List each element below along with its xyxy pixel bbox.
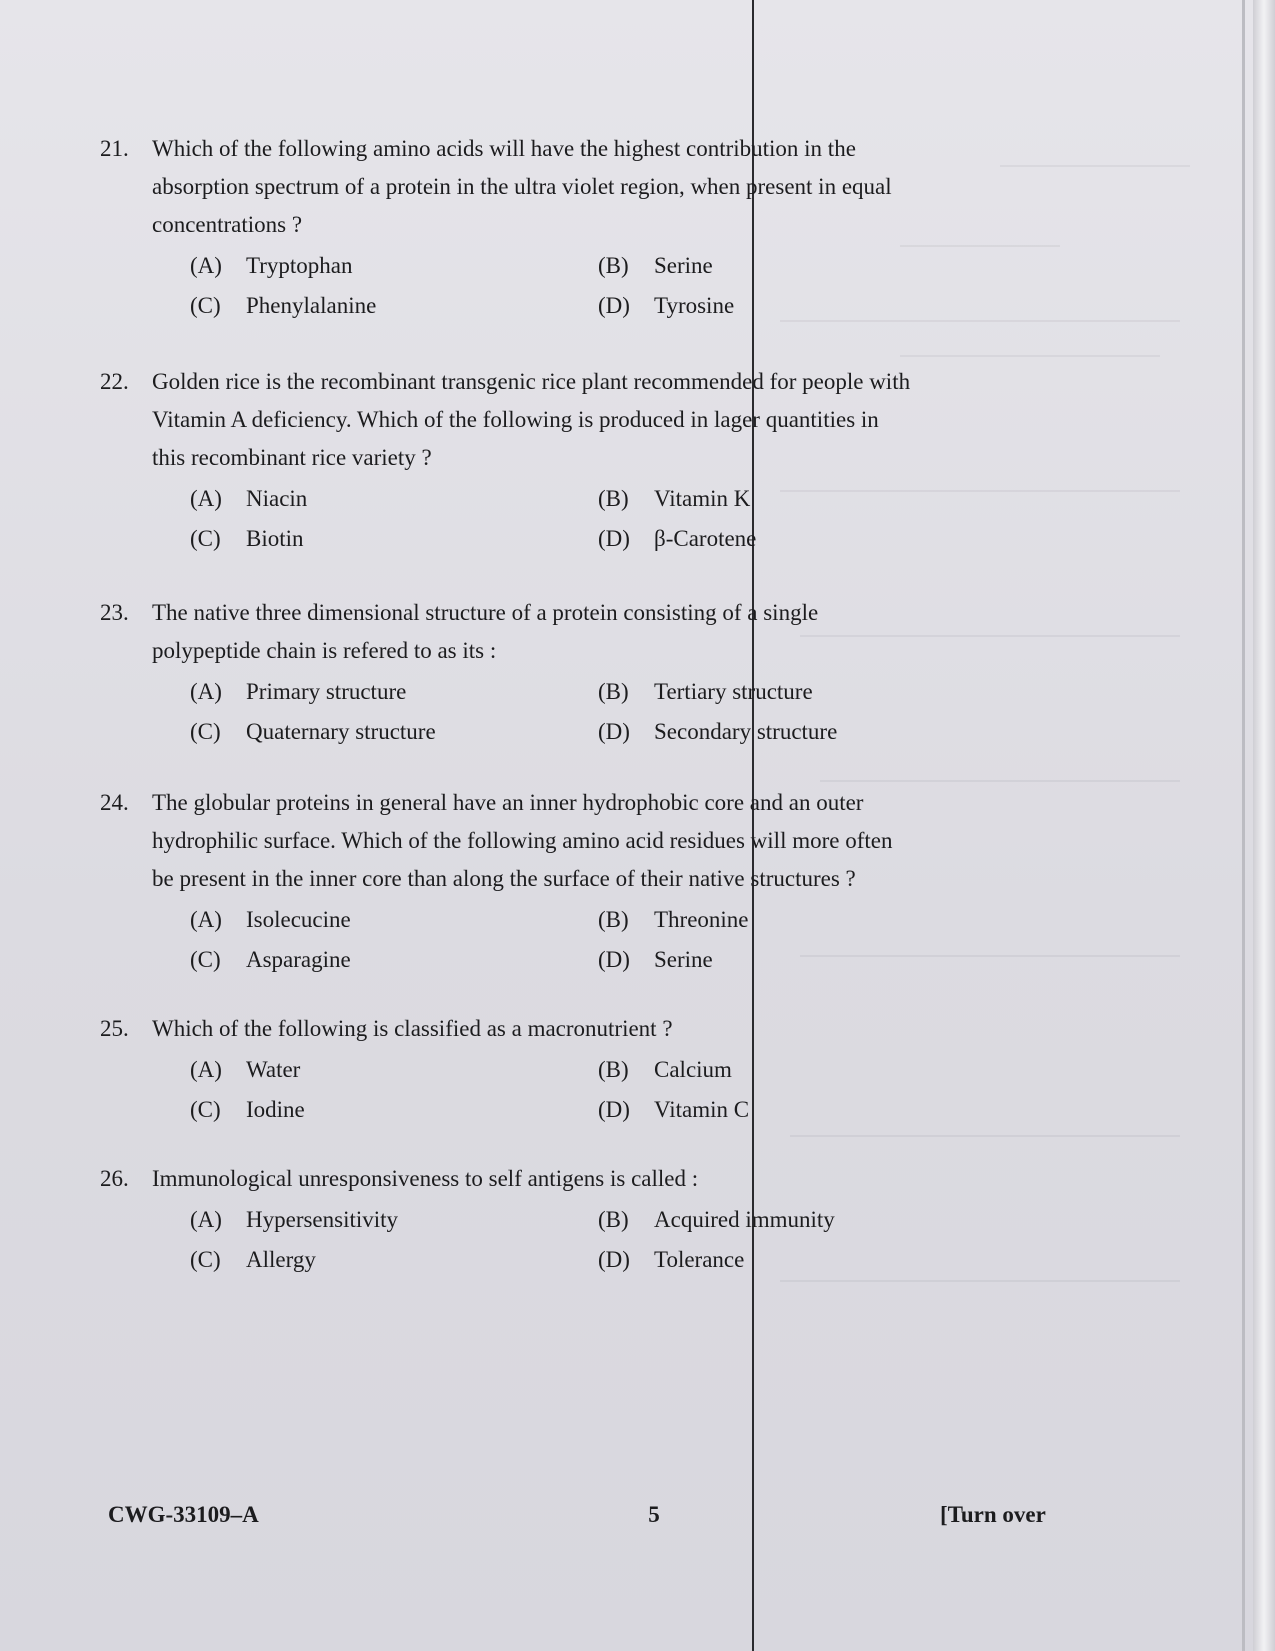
question-text: Which of the following amino acids will have the highest contribution in the absorption spectrum of a protein in the ultra violet region, when present in equal concentrations ?	[152, 136, 892, 237]
question-25	[100, 1010, 930, 1130]
option-c: (C) Allergy	[190, 1247, 316, 1272]
question-23	[100, 594, 930, 752]
options	[190, 246, 890, 326]
page-edge	[1253, 0, 1275, 1651]
option-d: (D) Serine	[598, 947, 713, 972]
option-a: (A) Hypersensitivity	[190, 1207, 399, 1232]
question-24	[100, 784, 930, 980]
question-number: 21.	[100, 136, 129, 161]
option-b: (B) Acquired immunity	[598, 1207, 835, 1232]
question-number: 24.	[100, 790, 129, 815]
question-21	[100, 130, 930, 326]
question-text: Golden rice is the recombinant transgenic rice plant recommended for people with Vitamin A deficiency. Which of the following is produced in lager quantities in this recombinant rice variety ?	[152, 369, 911, 470]
options	[190, 1200, 890, 1280]
options	[190, 900, 890, 980]
option-a: (A) Water	[190, 1057, 301, 1082]
option-b: (B) Calcium	[598, 1057, 732, 1082]
option-a: (A) Isolecucine	[190, 907, 351, 932]
turn-over-note: [Turn over	[940, 1502, 1046, 1527]
options	[190, 672, 890, 752]
option-c: (C) Biotin	[190, 526, 304, 551]
question-22	[100, 363, 930, 559]
options	[190, 479, 890, 559]
question-text: The native three dimensional structure of a protein consisting of a single polypeptide chain is refered to as its :	[152, 600, 819, 663]
option-d: (D) Secondary structure	[598, 719, 838, 744]
question-26	[100, 1160, 930, 1280]
option-b: (B) Vitamin K	[598, 486, 751, 511]
question-text: Immunological unresponsiveness to self antigens is called :	[152, 1166, 699, 1191]
option-d: (D) Tolerance	[598, 1247, 745, 1272]
option-d: (D) β-Carotene	[598, 526, 757, 551]
page-number: 5	[648, 1502, 660, 1527]
question-text: The globular proteins in general have an inner hydrophobic core and an outer hydrophilic surface. Which of the following amino acid residues will more often be present in the inner core than along the surface of their native structures ?	[152, 790, 893, 891]
question-number: 26.	[100, 1166, 129, 1191]
option-a: (A) Niacin	[190, 486, 308, 511]
question-number: 22.	[100, 369, 129, 394]
options	[190, 1050, 890, 1130]
option-c: (C) Phenylalanine	[190, 293, 377, 318]
option-b: (B) Tertiary structure	[598, 679, 813, 704]
option-c: (C) Iodine	[190, 1097, 305, 1122]
booklet-code: CWG-33109–A	[108, 1502, 259, 1527]
option-c: (C) Quaternary structure	[190, 719, 436, 744]
question-text: Which of the following is classified as a macronutrient ?	[152, 1016, 673, 1041]
option-c: (C) Asparagine	[190, 947, 351, 972]
question-number: 23.	[100, 600, 129, 625]
option-b: (B) Threonine	[598, 907, 749, 932]
option-a: (A) Tryptophan	[190, 253, 353, 278]
option-a: (A) Primary structure	[190, 679, 407, 704]
page-edge-line	[1242, 0, 1245, 1651]
option-b: (B) Serine	[598, 253, 713, 278]
option-d: (D) Tyrosine	[598, 293, 735, 318]
question-number: 25.	[100, 1016, 129, 1041]
option-d: (D) Vitamin C	[598, 1097, 750, 1122]
